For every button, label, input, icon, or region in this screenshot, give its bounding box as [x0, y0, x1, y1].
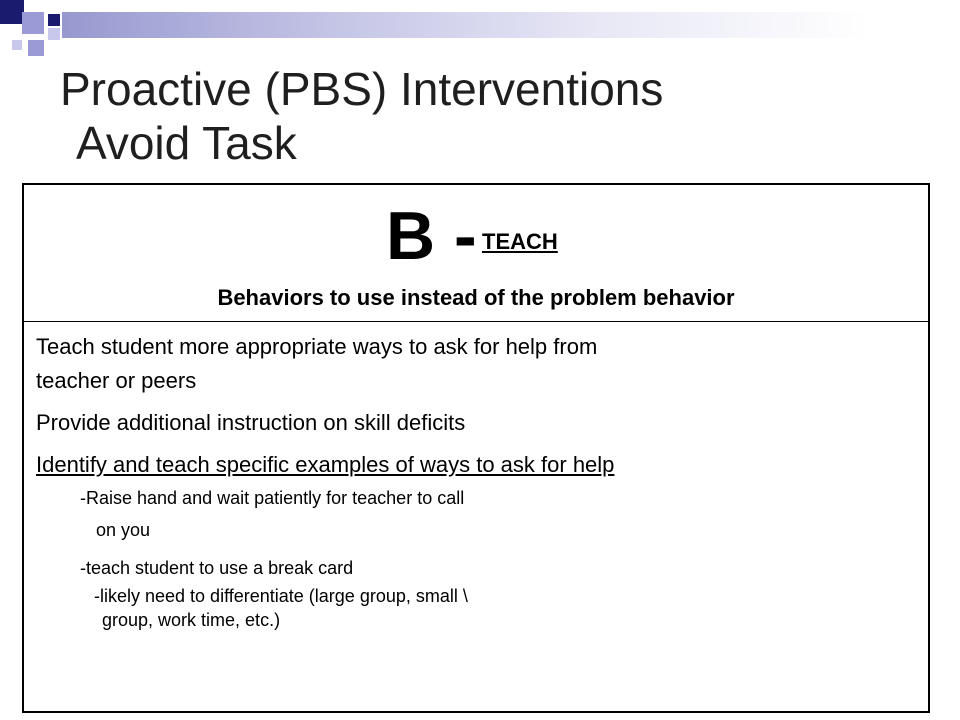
- section-letter: B -: [386, 198, 477, 274]
- title-line-2: Avoid Task: [76, 117, 297, 169]
- box-header: [24, 185, 928, 322]
- decor-square-lavender: [22, 12, 44, 34]
- decor-square-navy: [0, 0, 24, 24]
- sub-item: -Raise hand and wait patiently for teacher to call: [80, 488, 465, 508]
- sub-item: -likely need to differentiate (large group, small \: [94, 586, 468, 606]
- list-item: Provide additional instruction on skill deficits: [36, 410, 466, 435]
- title-line-1: Proactive (PBS) Interventions: [60, 63, 664, 115]
- teach-heading: TEACH: [482, 229, 558, 254]
- list-item: teacher or peers: [36, 368, 197, 393]
- decor-square-pale: [48, 28, 60, 40]
- list-item: Teach student more appropriate ways to ask for help from: [36, 334, 598, 359]
- sub-item: group, work time, etc.): [102, 610, 281, 630]
- box-body: [24, 322, 928, 632]
- list-item: Identify and teach specific examples of ways to ask for help: [36, 452, 615, 477]
- sub-item: on you: [96, 520, 151, 540]
- slide-title: [60, 62, 920, 170]
- box-subheading: Behaviors to use instead of the problem behavior: [217, 285, 735, 310]
- decor-square-lavender-low: [28, 40, 44, 56]
- decor-square-navy-small: [48, 14, 60, 26]
- sub-item: -teach student to use a break card: [80, 558, 354, 578]
- header-gradient-bar: [62, 12, 960, 38]
- content-box: [22, 183, 930, 713]
- decor-square-pale-left: [12, 40, 22, 50]
